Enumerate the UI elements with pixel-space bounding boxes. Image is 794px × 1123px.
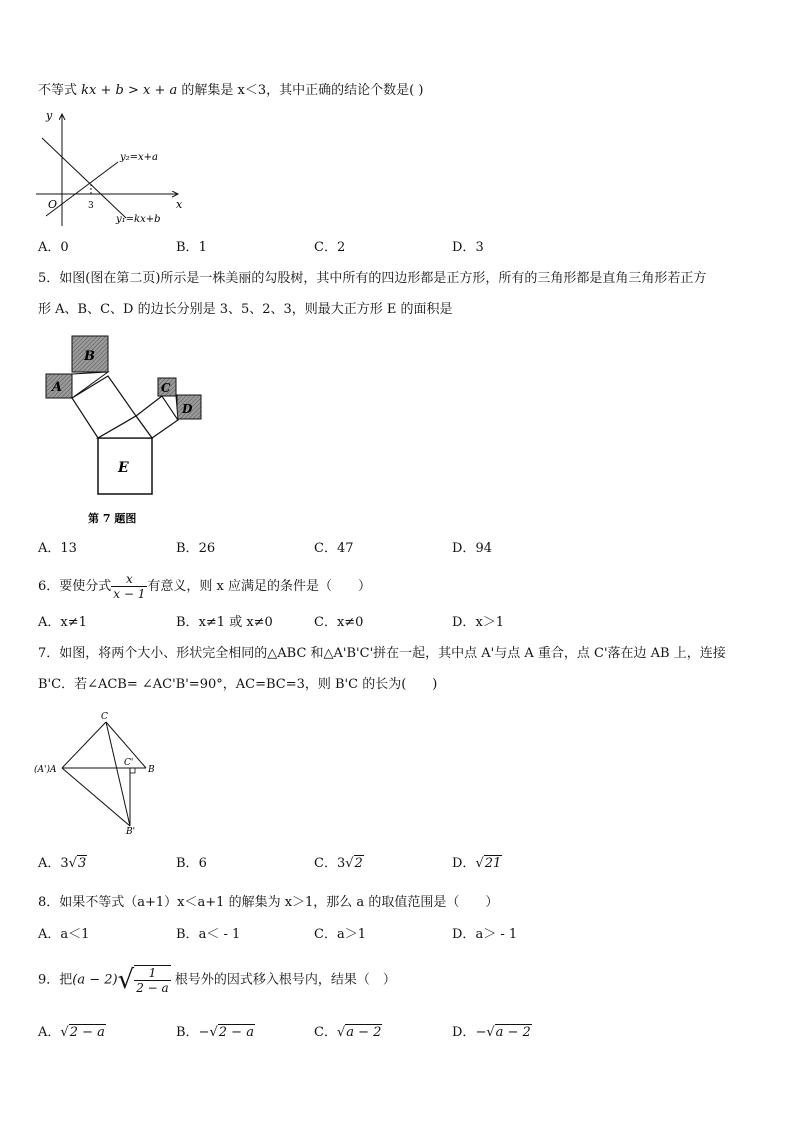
sqrt-symbol: √21: [475, 856, 502, 871]
q6-option-c[interactable]: C．x≠0: [314, 615, 364, 630]
label-b: B: [148, 765, 155, 775]
q9-option-a[interactable]: A．√2 − a: [38, 1025, 105, 1040]
q8-stem: 8．如果不等式（a+1）x＜a+1 的解集为 x＞1，那么 a 的取值范围是（ ）: [38, 895, 499, 910]
q5-option-d[interactable]: D．94: [452, 541, 492, 556]
label-a: (A')A: [34, 765, 57, 775]
q4-graph: [36, 108, 196, 232]
q5-option-a[interactable]: A．13: [38, 541, 77, 556]
q5-option-b[interactable]: B．26: [176, 541, 216, 556]
label-b-prime: B': [126, 827, 136, 836]
q6-option-d[interactable]: D．x＞1: [452, 615, 505, 630]
sqrt-symbol: √a − 2: [336, 1025, 382, 1040]
q6-stem: [38, 572, 371, 602]
q7-stem-line2: B'C．若∠ACB= ∠AC'B'=90°，AC=BC=3，则 B'C 的长为( ): [38, 677, 438, 692]
q6-fraction: $\frac{x}{x - 1}$: [113, 572, 146, 601]
segment-ac: [62, 722, 106, 768]
q6-option-a[interactable]: A．x≠1: [38, 615, 87, 630]
label-c-prime: C': [124, 758, 134, 768]
q4-option-b[interactable]: B．1: [176, 240, 207, 255]
q7-option-c[interactable]: C．3√2: [314, 856, 363, 871]
sqrt-symbol: √3: [68, 856, 87, 871]
q5-stem-line2: 形 A、B、C、D 的边长分别是 3、5、2、3，则最大正方形 E 的面积是: [38, 302, 453, 317]
q4-option-d[interactable]: D．3: [452, 240, 484, 255]
sqrt-symbol: √2 − a: [60, 1025, 105, 1040]
label-b: B: [84, 349, 95, 364]
q9-stem-suffix: 根号外的因式移入根号内，结果（ ）: [174, 972, 396, 988]
sqrt-symbol: √2 − a: [209, 1025, 254, 1040]
q6-stem-prefix: 6．要使分式: [38, 579, 112, 594]
q9-sqrt-symbol: √: [117, 965, 135, 995]
label-a: A: [52, 380, 63, 395]
q4-stem-math: kx + b > x + a: [81, 83, 178, 98]
q9-option-d[interactable]: D．−√a − 2: [452, 1025, 531, 1040]
q4-stem-prefix: 不等式: [38, 83, 78, 98]
q5-option-c[interactable]: C．47: [314, 541, 354, 556]
sqrt-symbol: √2: [345, 856, 363, 871]
q4-option-a[interactable]: A．0: [38, 240, 69, 255]
q9-option-b[interactable]: B．−√2 − a: [176, 1025, 254, 1040]
q8-option-b[interactable]: B．a＜ - 1: [176, 927, 241, 942]
segment-c-bp: [106, 722, 130, 826]
sqrt-symbol: √a − 2: [486, 1025, 531, 1040]
q7-option-d[interactable]: D．√21: [452, 856, 502, 871]
q9-stem-prefix: 9．把: [38, 972, 73, 988]
q4-stem: [38, 82, 423, 100]
q7-option-a[interactable]: A．3√3: [38, 856, 87, 871]
tick-label-3: 3: [88, 201, 94, 211]
q9-stem: [38, 962, 396, 999]
q8-option-a[interactable]: A．a＜1: [38, 927, 90, 942]
q6-stem-suffix: 有意义，则 x 应满足的条件是（ ）: [147, 579, 371, 594]
label-e: E: [118, 460, 129, 476]
right-angle-mark: [130, 768, 135, 773]
q8-option-d[interactable]: D．a＞ - 1: [452, 927, 518, 942]
x-axis-label: x: [176, 198, 183, 211]
q7-triangle-figure: [34, 708, 164, 836]
label-c: C: [101, 712, 108, 722]
q9-option-c[interactable]: C．√a − 2: [314, 1025, 382, 1040]
line-y1-label: y₁=kx+b: [116, 214, 161, 225]
q4-stem-suffix: 的解集是 x＜3，其中正确的结论个数是( ): [181, 83, 424, 98]
q9-fraction: $\frac{1}{2 - a}$: [136, 966, 169, 995]
figure-caption: 第 7 题图: [88, 512, 137, 525]
q6-option-b[interactable]: B．x≠1 或 x≠0: [176, 615, 273, 630]
label-c: C: [161, 381, 171, 395]
q4-option-c[interactable]: C．2: [314, 240, 346, 255]
q5-stem-line1: 5．如图(图在第二页)所示是一株美丽的勾股树，其中所有的四边形都是正方形，所有的三角形都是直角三角形若正方: [38, 271, 707, 286]
q7-stem-line1: 7．如图，将两个大小、形状完全相同的△ABC 和△A'B'C'拼在一起，其中点 A'与点 A 重合，点 C'落在边 AB 上，连接: [38, 646, 726, 661]
q9-factor: (a − 2): [72, 972, 118, 988]
line-y2-label: y₂=x+a: [120, 152, 159, 163]
q5-pythagoras-tree: [44, 334, 209, 530]
label-d: D: [182, 402, 193, 416]
origin-label: O: [48, 198, 58, 211]
q8-option-c[interactable]: C．a＞1: [314, 927, 366, 942]
q7-option-b[interactable]: B．6: [176, 856, 207, 871]
segment-ab-prime: [62, 768, 130, 826]
y-axis-label: y: [46, 109, 53, 122]
